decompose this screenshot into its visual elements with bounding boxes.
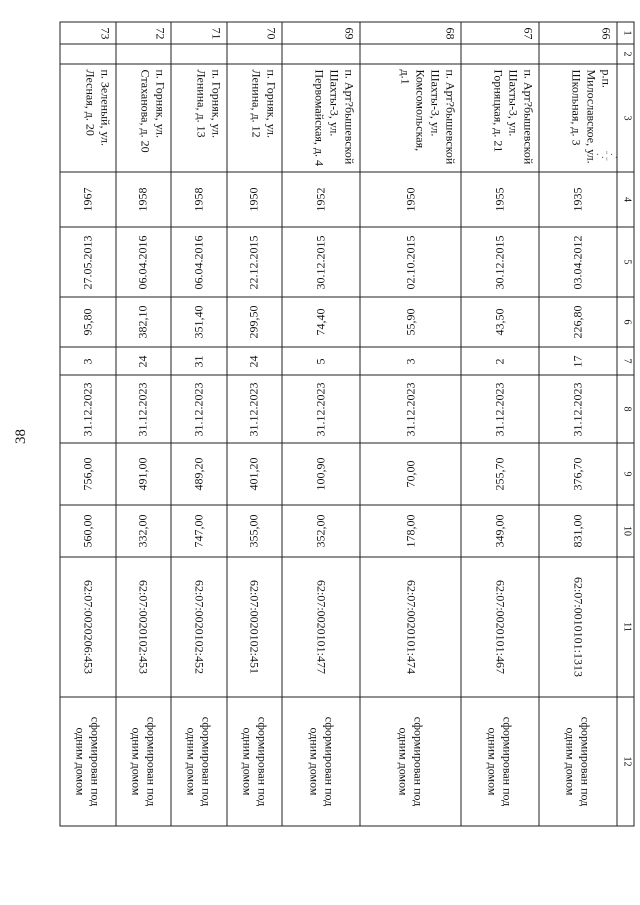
- value-10-cell: [227, 505, 283, 557]
- year-cell-text: 1955: [492, 187, 507, 212]
- scan-artifact: ·.¦·.: [596, 150, 620, 161]
- status-cell: [171, 697, 227, 826]
- area-cell-text: 382,10: [135, 305, 150, 339]
- value-10-cell: [539, 505, 617, 557]
- cadastral-number-cell-text: 62:07:0020101:474: [404, 579, 419, 674]
- year-cell-text: 1935: [570, 187, 585, 212]
- status-cell-text: сформирован под одним домом: [129, 716, 159, 807]
- count-cell-text: 17: [570, 355, 585, 367]
- date2-cell-text: 31.12.2023: [492, 382, 507, 436]
- value-10-cell-text: 355,00: [246, 514, 261, 548]
- address-cell: [171, 64, 227, 172]
- area-cell: [282, 297, 360, 347]
- date2-cell: [282, 375, 360, 443]
- count-cell: [171, 347, 227, 375]
- address-cell-text: п. Зеленый, ул. Лесная, д. 20: [83, 69, 113, 146]
- year-cell-text: 1958: [135, 187, 150, 212]
- cadastral-number-cell: [60, 557, 116, 697]
- area-cell: [116, 297, 172, 347]
- count-cell-text: 3: [80, 358, 95, 364]
- value-9-cell-text: 489,20: [191, 457, 206, 491]
- address-cell: [116, 64, 172, 172]
- year-cell-text: 1967: [80, 187, 95, 212]
- value-10-cell-text: 352,00: [313, 514, 328, 548]
- date2-cell-text: 31.12.2023: [570, 382, 585, 436]
- column-2-cell: [227, 44, 283, 64]
- column-2-cell: [461, 44, 539, 64]
- address-cell: [461, 64, 539, 172]
- value-10-cell: [360, 505, 461, 557]
- value-9-cell-text: 100,90: [313, 457, 328, 491]
- value-9-cell: [282, 443, 360, 505]
- cadastral-number-cell: [227, 557, 283, 697]
- date2-cell-text: 31.12.2023: [80, 382, 95, 436]
- value-10-cell: [282, 505, 360, 557]
- row-number-text: 67: [521, 27, 536, 40]
- year-cell: [171, 172, 227, 227]
- cadastral-number-cell: [282, 557, 360, 697]
- value-10-cell: [60, 505, 116, 557]
- count-cell-text: 3: [403, 358, 418, 364]
- count-cell-text: 24: [246, 355, 261, 367]
- column-header: 5: [617, 227, 634, 297]
- date2-cell-text: 31.12.2023: [403, 382, 418, 436]
- row-number-text: 73: [98, 27, 113, 40]
- column-header: 3: [617, 64, 634, 172]
- count-cell: [60, 347, 116, 375]
- value-9-cell-text: 376,70: [570, 457, 585, 491]
- date-cell-text: 02.10.2015: [403, 235, 418, 289]
- date-cell: [539, 227, 617, 297]
- value-10-cell-text: 349,00: [492, 514, 507, 548]
- column-2-cell: [360, 44, 461, 64]
- status-cell: [282, 697, 360, 826]
- column-header: 7: [617, 347, 634, 375]
- address-cell-text: п. Горняк, ул. Ленина, д. 13: [194, 69, 224, 139]
- value-9-cell: [60, 443, 116, 505]
- status-cell: [360, 697, 461, 826]
- date2-cell: [171, 375, 227, 443]
- date2-cell: [360, 375, 461, 443]
- year-cell: [539, 172, 617, 227]
- table-row: [360, 22, 461, 826]
- status-cell: [116, 697, 172, 826]
- cadastral-number-cell: [116, 557, 172, 697]
- date2-cell-text: 31.12.2023: [191, 382, 206, 436]
- address-cell: [227, 64, 283, 172]
- value-9-cell: [227, 443, 283, 505]
- date-cell-text: 06.04.2016: [135, 235, 150, 289]
- row-number: [539, 22, 617, 44]
- cadastral-number-cell-text: 62:07:0020101:467: [493, 579, 508, 674]
- area-cell-text: 55,90: [403, 308, 418, 336]
- area-cell: [360, 297, 461, 347]
- value-9-cell: [461, 443, 539, 505]
- year-cell: [227, 172, 283, 227]
- address-cell: [539, 64, 617, 172]
- area-cell: [227, 297, 283, 347]
- cadastral-number-cell-text: 62:07:0020206:453: [81, 579, 96, 674]
- year-cell-text: 1958: [191, 187, 206, 212]
- status-cell-text: сформирован под одним домом: [485, 716, 515, 807]
- table-row: [116, 22, 172, 826]
- count-cell-text: 5: [313, 358, 328, 364]
- row-number: [60, 22, 116, 44]
- date-cell: [60, 227, 116, 297]
- column-header: 4: [617, 172, 634, 227]
- date-cell: [171, 227, 227, 297]
- year-cell-text: 1950: [403, 187, 418, 212]
- status-cell: [227, 697, 283, 826]
- date2-cell: [227, 375, 283, 443]
- value-9-cell-text: 401,20: [246, 457, 261, 491]
- row-number-text: 71: [209, 27, 224, 40]
- address-cell-text: п. Горняк, ул. Стаханова, д. 20: [138, 69, 168, 153]
- register-table: [60, 22, 635, 827]
- register-table-rotated: [60, 22, 635, 826]
- date-cell-text: 03.04.2012: [570, 235, 585, 289]
- status-cell-text: сформирован под одним домом: [396, 716, 426, 807]
- table-row: [282, 22, 360, 826]
- value-9-cell: [116, 443, 172, 505]
- count-cell: [227, 347, 283, 375]
- table-row: [171, 22, 227, 826]
- column-header: 10: [617, 505, 634, 557]
- row-number-text: 66: [599, 27, 614, 40]
- address-cell-text: п. Арт?бышевской Шахты-3, ул. Комсомольская, д.1: [398, 69, 458, 165]
- row-number: [227, 22, 283, 44]
- column-2-cell: [539, 44, 617, 64]
- date-cell: [360, 227, 461, 297]
- cadastral-number-cell-text: 62:07:0010101:1313: [571, 576, 586, 677]
- row-number: [116, 22, 172, 44]
- value-9-cell: [171, 443, 227, 505]
- value-9-cell-text: 255,70: [492, 457, 507, 491]
- column-header: 2: [617, 44, 634, 64]
- column-2-cell: [60, 44, 116, 64]
- address-cell-text: п. Арт?бышевской Шахты-3, ул. Первомайская, д. 4: [312, 69, 357, 167]
- column-2-cell: [171, 44, 227, 64]
- year-cell: [461, 172, 539, 227]
- date2-cell: [60, 375, 116, 443]
- area-cell-text: 299,50: [246, 305, 261, 339]
- status-cell-text: сформирован под одним домом: [240, 716, 270, 807]
- cadastral-number-cell: [461, 557, 539, 697]
- value-9-cell-text: 70,00: [403, 460, 418, 488]
- address-cell: [282, 64, 360, 172]
- value-9-cell: [360, 443, 461, 505]
- date2-cell-text: 31.12.2023: [313, 382, 328, 436]
- column-header: 1: [617, 22, 634, 44]
- register-table-wrap: [59, 22, 634, 826]
- row-number: [360, 22, 461, 44]
- date-cell: [227, 227, 283, 297]
- value-10-cell: [116, 505, 172, 557]
- status-cell-text: сформирован под одним домом: [563, 716, 593, 807]
- address-cell-text: п. Арт?бышевской Шахты-3, ул. Горняцкая, д. 21: [491, 69, 536, 165]
- column-header: 12: [617, 697, 634, 826]
- date-cell: [282, 227, 360, 297]
- column-2-cell: [116, 44, 172, 64]
- value-10-cell-text: 747,00: [191, 514, 206, 548]
- cadastral-number-cell: [539, 557, 617, 697]
- date-cell-text: 30.12.2015: [492, 235, 507, 289]
- status-cell-text: сформирован под одним домом: [184, 716, 214, 807]
- column-header: 11: [617, 557, 634, 697]
- table-row: [461, 22, 539, 826]
- year-cell: [360, 172, 461, 227]
- status-cell: [539, 697, 617, 826]
- cadastral-number-cell-text: 62:07:0020101:477: [314, 579, 329, 674]
- cadastral-number-cell-text: 62:07:0020102:452: [192, 579, 207, 674]
- value-10-cell: [171, 505, 227, 557]
- date2-cell: [539, 375, 617, 443]
- address-cell: [360, 64, 461, 172]
- date-cell: [461, 227, 539, 297]
- cadastral-number-cell: [171, 557, 227, 697]
- count-cell-text: 31: [191, 355, 206, 367]
- value-10-cell-text: 178,00: [403, 514, 418, 548]
- area-cell: [60, 297, 116, 347]
- table-row: [227, 22, 283, 826]
- address-cell-text: п. Горняк, ул. Ленина, д. 12: [249, 69, 279, 139]
- status-cell: [461, 697, 539, 826]
- date2-cell: [461, 375, 539, 443]
- area-cell: [539, 297, 617, 347]
- date2-cell: [116, 375, 172, 443]
- count-cell: [461, 347, 539, 375]
- value-10-cell-text: 332,00: [135, 514, 150, 548]
- count-cell-text: 24: [135, 355, 150, 367]
- column-2-cell: [282, 44, 360, 64]
- row-number-text: 68: [443, 27, 458, 40]
- count-cell: [282, 347, 360, 375]
- date-cell-text: 30.12.2015: [313, 235, 328, 289]
- cadastral-number-cell: [360, 557, 461, 697]
- area-cell-text: 95,80: [80, 308, 95, 336]
- table-row: [539, 22, 617, 826]
- value-10-cell: [461, 505, 539, 557]
- value-9-cell-text: 491,00: [135, 457, 150, 491]
- row-number: [461, 22, 539, 44]
- year-cell-text: 1952: [313, 187, 328, 212]
- value-9-cell-text: 756,00: [80, 457, 95, 491]
- date-cell-text: 27.05.2013: [80, 235, 95, 289]
- count-cell-text: 2: [492, 358, 507, 364]
- year-cell-text: 1950: [246, 187, 261, 212]
- status-cell: [60, 697, 116, 826]
- year-cell: [116, 172, 172, 227]
- area-cell-text: 226,80: [570, 305, 585, 339]
- cadastral-number-cell-text: 62:07:0020102:453: [136, 579, 151, 674]
- header-row: [617, 22, 634, 826]
- page-number: 38: [13, 429, 29, 444]
- date2-cell-text: 31.12.2023: [246, 382, 261, 436]
- value-10-cell-text: 560,00: [80, 514, 95, 548]
- year-cell: [282, 172, 360, 227]
- value-10-cell-text: 831,00: [570, 514, 585, 548]
- year-cell: [60, 172, 116, 227]
- date-cell: [116, 227, 172, 297]
- row-number-text: 72: [153, 27, 168, 40]
- area-cell-text: 351,40: [191, 305, 206, 339]
- status-cell-text: сформирован под одним домом: [307, 716, 337, 807]
- count-cell: [116, 347, 172, 375]
- address-cell: [60, 64, 116, 172]
- status-cell-text: сформирован под одним домом: [73, 716, 103, 807]
- count-cell: [360, 347, 461, 375]
- date-cell-text: 06.04.2016: [191, 235, 206, 289]
- count-cell: [539, 347, 617, 375]
- column-header: 8: [617, 375, 634, 443]
- value-9-cell: [539, 443, 617, 505]
- address-cell-text: р.п. Милославское, ул. Школьная, д. 3: [569, 69, 614, 164]
- row-number: [282, 22, 360, 44]
- column-header: 6: [617, 297, 634, 347]
- row-number: [171, 22, 227, 44]
- row-number-text: 70: [264, 27, 279, 40]
- area-cell-text: 43,50: [492, 308, 507, 336]
- area-cell: [171, 297, 227, 347]
- cadastral-number-cell-text: 62:07:0020102:451: [247, 579, 262, 674]
- area-cell: [461, 297, 539, 347]
- date2-cell-text: 31.12.2023: [135, 382, 150, 436]
- table-body: [60, 22, 617, 826]
- table-row: [60, 22, 116, 826]
- column-header: 9: [617, 443, 634, 505]
- date-cell-text: 22.12.2015: [246, 235, 261, 289]
- row-number-text: 69: [342, 27, 357, 40]
- area-cell-text: 74,40: [313, 308, 328, 336]
